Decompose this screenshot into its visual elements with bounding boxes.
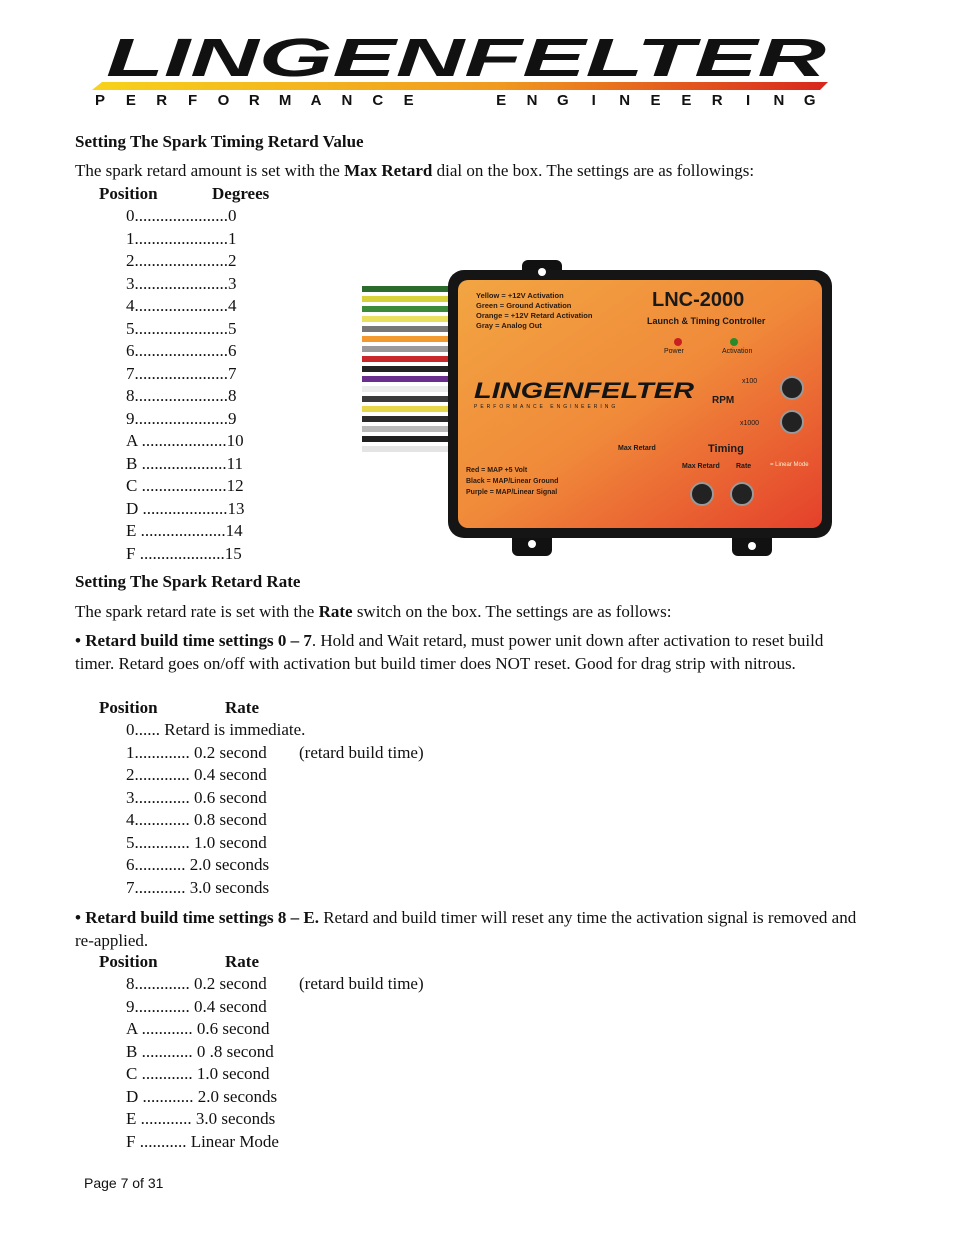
section2-intro (75, 601, 875, 624)
device-text-line: Green = Ground Activation (476, 301, 572, 310)
tagline-letter: E (650, 92, 661, 109)
table-row (126, 499, 245, 519)
logo-tagline (90, 92, 820, 109)
device-text-line: Gray = Analog Out (476, 321, 542, 330)
device-text-line: Red = MAP +5 Volt (466, 467, 528, 474)
table-row (126, 997, 267, 1017)
wire-bundle (362, 286, 457, 452)
table-row (126, 454, 243, 474)
table-row (126, 1064, 270, 1084)
tagline-letter: A (310, 92, 322, 109)
bullet2-text: Retard and build timer will reset any time the activation signal is removed and re-applied. (75, 908, 857, 950)
col-rate: Rate (225, 952, 259, 971)
rpm-x100-dial-icon (781, 377, 803, 399)
bullet-settings-0-7 (75, 630, 865, 675)
tagline-letter: R (711, 92, 723, 109)
table-row (126, 720, 305, 740)
tagline-letter: N (619, 92, 631, 109)
row-text: A ............ 0.6 second (126, 1019, 270, 1038)
max-retard-dial-label: Max Retard (682, 463, 720, 470)
row-text: 7............ 3.0 seconds (126, 877, 270, 897)
table-row (126, 251, 237, 271)
tagline-letter: G (557, 92, 569, 109)
tagline-letter: E (403, 92, 414, 109)
page-number: Page 7 of 31 (84, 1175, 164, 1191)
col-position: Position (99, 184, 158, 203)
tagline-letter: C (372, 92, 384, 109)
tagline-letter: E (681, 92, 692, 109)
row-note: (retard build time) (299, 742, 424, 762)
timing-label: Timing (708, 443, 744, 455)
row-text: 2............. 0.4 second (126, 765, 267, 784)
row-text: E ....................14 (126, 521, 243, 540)
logo-wordmark: LINGENFELTER (106, 28, 827, 88)
row-note: (retard build time) (299, 974, 424, 993)
tagline-letter: G (803, 92, 816, 109)
row-text: 6......................6 (126, 341, 237, 360)
tagline-letter: N (773, 92, 785, 109)
tagline-letter: R (248, 92, 260, 109)
table-row (126, 386, 237, 406)
row-text: 1......................1 (126, 228, 237, 248)
linear-mode-label: = Linear Mode (770, 462, 809, 468)
tagline-letter: F (187, 92, 198, 109)
intro-text-end: dial on the box. The settings are as followings: (432, 161, 755, 180)
tagline-letter: P (94, 92, 105, 109)
table-row (126, 341, 237, 361)
row-text: D ....................13 (126, 498, 245, 518)
rpm-label: RPM (712, 395, 735, 406)
table-row (126, 364, 237, 384)
row-text: 5............. 1.0 second (126, 832, 267, 852)
row-text: B ....................11 (126, 453, 243, 473)
table-row (126, 409, 237, 429)
intro-text: The spark retard amount is set with the (75, 161, 345, 180)
table-row (126, 544, 242, 564)
device-text-line: Yellow = +12V Activation (476, 291, 564, 300)
tagline-letter (429, 92, 449, 109)
table-row (126, 229, 237, 249)
row-text: 2......................2 (126, 251, 237, 270)
table-row (126, 742, 424, 763)
tagline-letter: E (496, 92, 507, 109)
table-row (126, 765, 267, 785)
activation-label: Activation (722, 348, 753, 355)
table-row (126, 878, 269, 898)
row-text: 4............. 0.8 second (126, 810, 267, 829)
table-row (126, 833, 267, 853)
row-text: 3......................3 (126, 273, 237, 293)
table-row (126, 296, 237, 316)
table1-header (99, 184, 270, 204)
device-brand-sub: PERFORMANCE ENGINEERING (474, 404, 619, 410)
power-led-icon (674, 338, 682, 346)
row-text: F ........... Linear Mode (126, 1131, 279, 1151)
rate-dial-icon (731, 483, 753, 505)
row-text: C ............ 1.0 second (126, 1064, 270, 1083)
row-text: 1............. 0.2 second (126, 742, 267, 762)
device-text-line: Black = MAP/Linear Ground (466, 478, 559, 485)
intro-text-end: switch on the box. The settings are as follows: (352, 602, 672, 621)
row-text: 0...... Retard is immediate. (126, 720, 306, 739)
row-text: A ....................10 (126, 431, 244, 450)
tagline-letter: R (156, 92, 168, 109)
bullet1-bold: • Retard build time settings 0 – 7 (75, 631, 312, 650)
rate-dial-label: Rate (736, 463, 752, 470)
table-row (126, 274, 237, 294)
max-retard-label: Max Retard (618, 445, 656, 452)
row-text: B ............ 0 .8 second (126, 1041, 274, 1061)
x1000-label: x1000 (740, 420, 760, 427)
row-text: 4......................4 (126, 296, 237, 315)
bullet1-text: . Hold and Wait retard, must power unit down after activation to reset build timer. Retard goes on/off with activation but build timer does NOT reset. Good for drag strip with nitrous. (75, 631, 824, 673)
tagline-letter: M (278, 92, 292, 109)
row-text: 8............. 0.2 second (126, 974, 267, 993)
device-subtitle: Launch & Timing Controller (647, 316, 766, 326)
max-retard-dial-icon (691, 483, 713, 505)
table-row (126, 521, 243, 541)
col-position: Position (99, 698, 158, 717)
intro-bold: Max Retard (344, 161, 433, 180)
section-title-retard-value: Setting The Spark Timing Retard Value (75, 132, 364, 151)
col-degrees: Degrees (212, 184, 270, 203)
tagline-letter: N (341, 92, 353, 109)
activation-led-icon (730, 338, 738, 346)
row-text: F ....................15 (126, 543, 242, 563)
device-brand: LINGENFELTER (474, 378, 695, 403)
table-row (126, 1019, 270, 1039)
tagline-letter: E (125, 92, 136, 109)
tagline-letter: O (217, 92, 230, 109)
rpm-x1000-dial-icon (781, 411, 803, 433)
section-title-retard-rate: Setting The Spark Retard Rate (75, 572, 301, 591)
bullet-settings-8-e (75, 907, 865, 952)
table-row (126, 1132, 279, 1152)
table-row (126, 855, 269, 875)
row-text: C ....................12 (126, 476, 244, 495)
table2-header (99, 698, 259, 718)
table-row (126, 206, 237, 226)
row-text: D ............ 2.0 seconds (126, 1086, 278, 1106)
col-rate: Rate (225, 698, 259, 717)
row-text: 3............. 0.6 second (126, 787, 267, 807)
row-text: 9......................9 (126, 408, 237, 428)
device-text-line: Purple = MAP/Linear Signal (466, 489, 558, 496)
device-model: LNC-2000 (652, 289, 745, 311)
table-row (126, 319, 237, 339)
table-row (126, 1042, 274, 1062)
lnc-2000-device-image (362, 258, 834, 558)
table-row (126, 476, 244, 496)
row-text: E ............ 3.0 seconds (126, 1109, 276, 1128)
col-position: Position (99, 952, 158, 971)
row-text: 8......................8 (126, 386, 237, 405)
device-text-line: Orange = +12V Retard Activation (476, 311, 593, 320)
tagline-letter: N (526, 92, 538, 109)
table-row (126, 810, 267, 830)
row-text: 0......................0 (126, 206, 237, 225)
row-text: 6............ 2.0 seconds (126, 855, 270, 874)
table-row (126, 431, 244, 451)
table-row (126, 1087, 277, 1107)
power-label: Power (664, 348, 684, 355)
section1-intro (75, 160, 875, 183)
tagline-letter (460, 92, 480, 109)
tagline-letter: I (591, 92, 596, 109)
device-graphic (362, 258, 834, 558)
bullet2-bold: • Retard build time settings 8 – E. (75, 908, 319, 927)
tagline-letter: I (745, 92, 751, 109)
table-row (126, 974, 424, 994)
table-row (126, 788, 267, 808)
row-text: 7......................7 (126, 363, 237, 383)
intro-text: The spark retard rate is set with the (75, 602, 319, 621)
table-row (126, 1109, 275, 1129)
x100-label: x100 (742, 378, 758, 385)
row-text: 5......................5 (126, 318, 237, 338)
intro-bold: Rate (318, 602, 353, 621)
table3-header (99, 952, 259, 972)
row-text: 9............. 0.4 second (126, 996, 267, 1016)
